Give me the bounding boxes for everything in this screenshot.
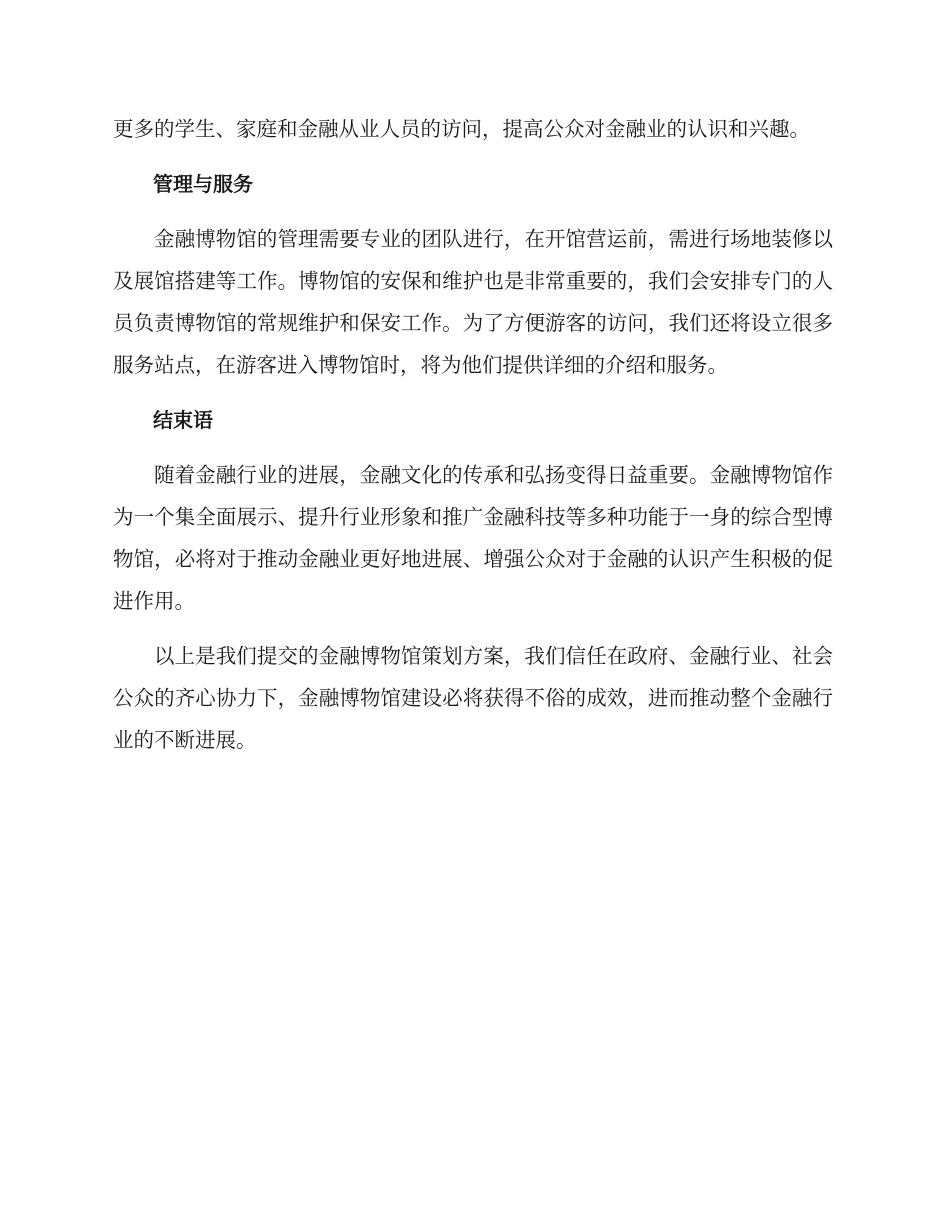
conclusion-paragraph-1: 随着金融行业的进展，金融文化的传承和弘扬变得日益重要。金融博物馆作为一个集全面展示、提升行业形象和推广金融科技等多种功能于一身的综合型博物馆，必将对于推动金融业更好地进展、增强公众对于金融的认识产生积极的促进作用。 [113,463,833,613]
conclusion-paragraph-2: 以上是我们提交的金融博物馆策划方案，我们信任在政府、金融行业、社会公众的齐心协力下，金融博物馆建设必将获得不俗的成效，进而推动整个金融行业的不断进展。 [113,644,833,752]
document-page [113,108,833,774]
conclusion-section-heading: 结束语 [153,408,213,432]
management-section-paragraph: 金融博物馆的管理需要专业的团队进行，在开馆营运前，需进行场地装修以及展馆搭建等工作。博物馆的安保和维护也是非常重要的，我们会安排专门的人员负责博物馆的常规维护和保安工作。为了方便游客的访问，我们还将设立很多服务站点，在游客进入博物馆时，将为他们提供详细的介绍和服务。 [113,227,833,377]
management-section-heading: 管理与服务 [153,172,253,196]
intro-continuation-paragraph: 更多的学生、家庭和金融从业人员的访问，提高公众对金融业的认识和兴趣。 [113,117,810,141]
